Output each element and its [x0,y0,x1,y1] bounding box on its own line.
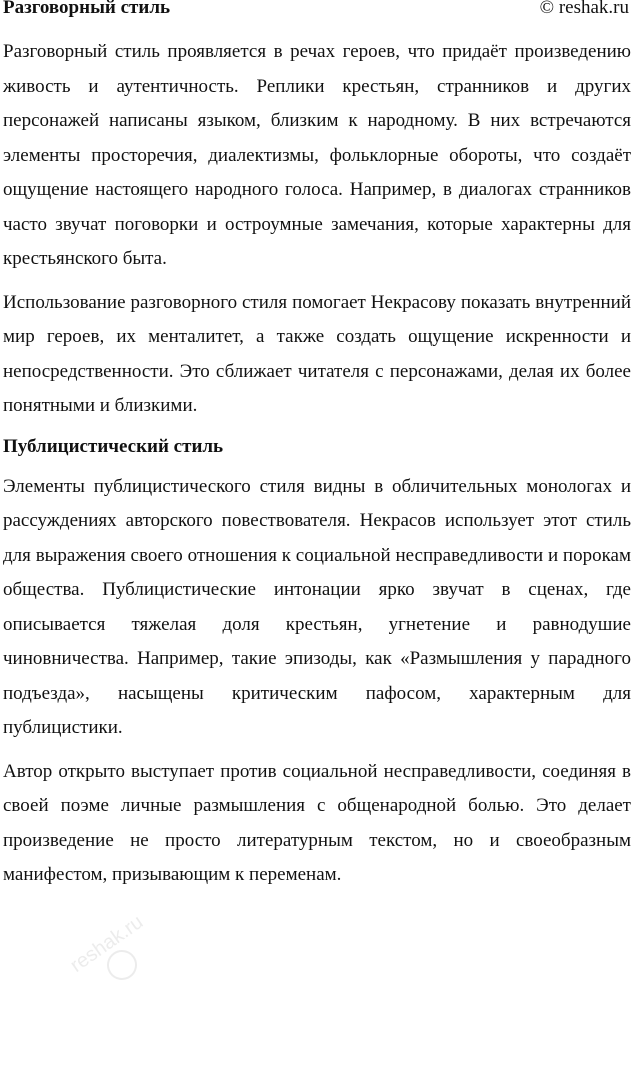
section-title-conversational: Разговорный стиль [3,0,171,18]
watermark-text: reshak.ru [66,910,148,977]
paragraph-3: Элементы публицистического стиля видны в обличительных монологах и рассуждениях авторского повествователя. Некрасов использует этот стиль для выражения своего отношения к социальной несправедливости и порокам общества. Публицистические интонации ярко звучат в сценах, где описывается тяжелая доля крестьян, угнетение и равнодушие чиновничества. Например, такие эпизоды, как «Размышления у парадного подъезда», насыщены критическим пафосом, характерным для публицистики. [3,475,631,738]
paragraph-4: Автор открыто выступает против социальной несправедливости, соединяя в своей поэме личные размышления с общенародной болью. Это делает произведение не просто литературным текстом, но и своеобразным манифестом, призывающим к переменам. [3,760,631,885]
copyright-label: © reshak.ru [539,0,629,18]
section-title-publicistic: Публицистический стиль [3,435,224,457]
paragraph-1: Разговорный стиль проявляется в речах героев, что придаёт произведению живость и аутентичность. Реплики крестьян, странников и других персонажей написаны языком, близким к народному. В них встречаются элементы просторечия, диалектизмы, фольклорные обороты, что создаёт ощущение настоящего народного голоса. Например, в диалогах странников часто звучат поговорки и остроумные замечания, которые характерны для крестьянского быта. [3,41,631,269]
paragraph-2: Использование разговорного стиля помогает Некрасову показать внутренний мир героев, их менталитет, а также создать ощущение искренности и непосредственности. Это сближает читателя с персонажами, делая их более понятными и близкими. [3,291,631,416]
top-row [3,0,631,30]
